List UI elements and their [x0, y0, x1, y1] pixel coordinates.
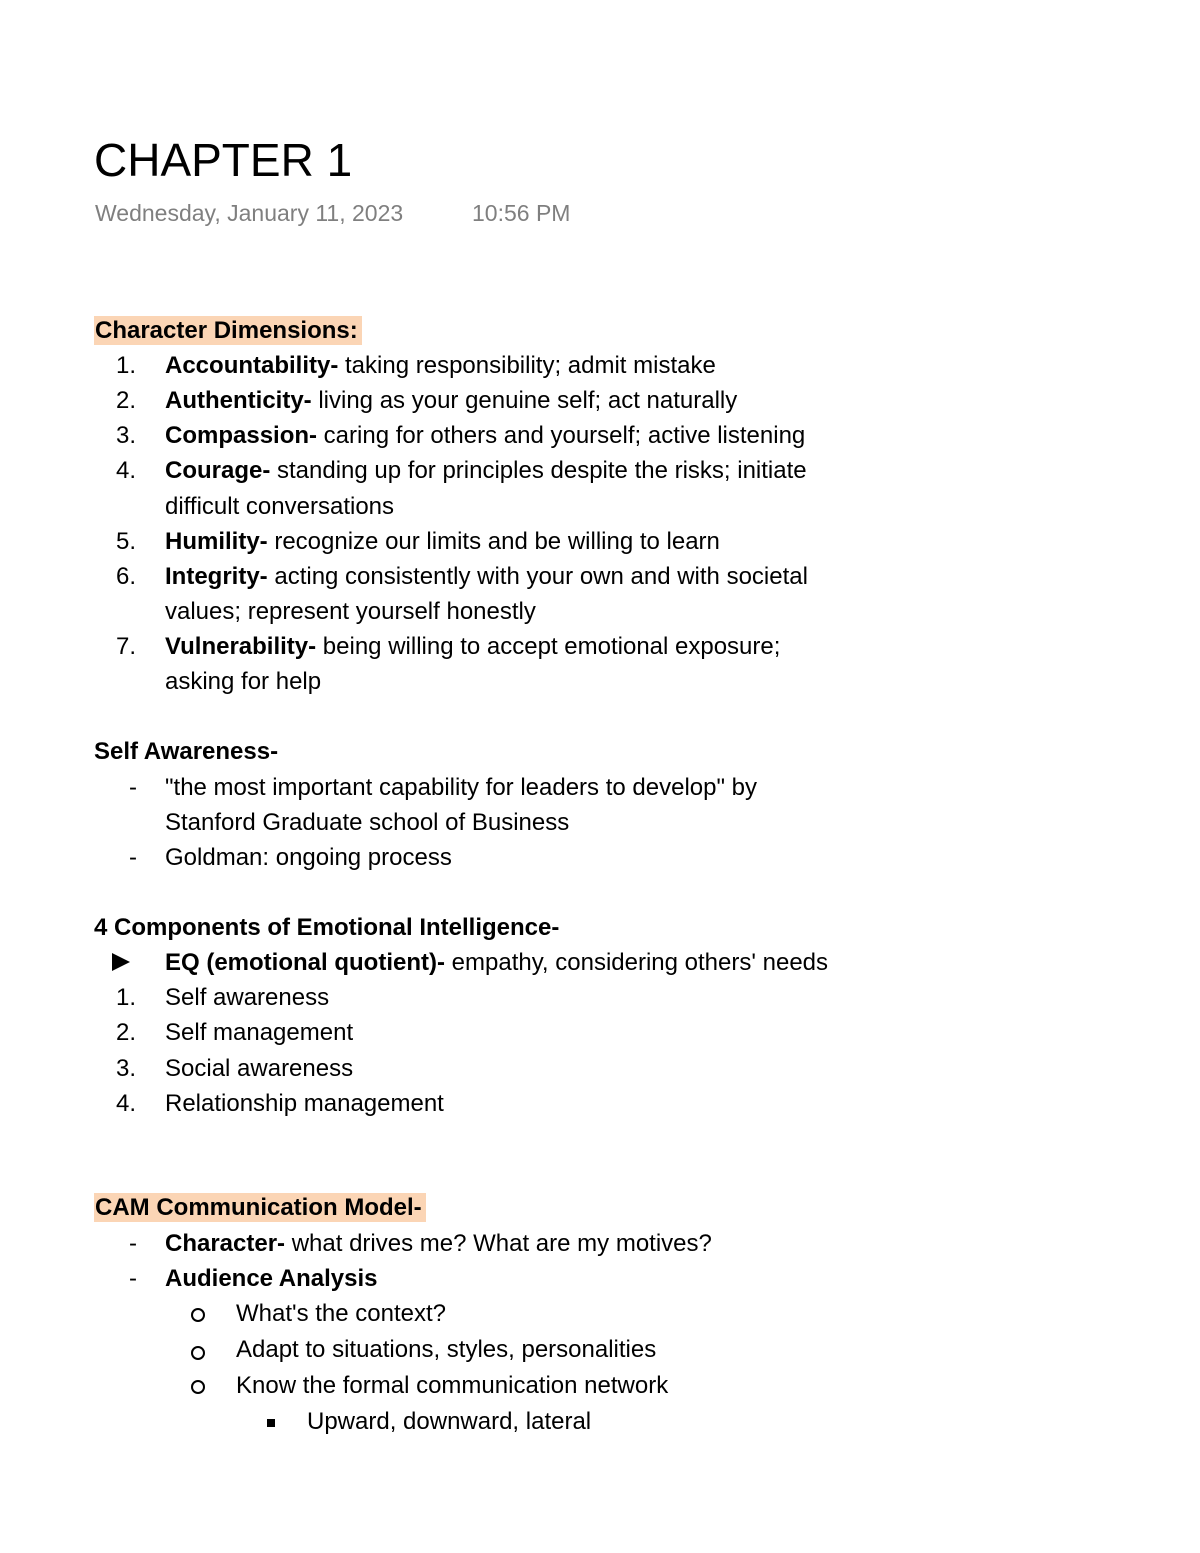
square-bullet-icon — [267, 1419, 275, 1427]
list-text: Social awareness — [165, 1055, 354, 1082]
list-number: 4. — [115, 457, 136, 484]
page-title: CHAPTER 1 — [94, 134, 353, 186]
list-text: What's the context? — [236, 1300, 447, 1327]
page-meta — [95, 198, 571, 228]
description-continued: difficult conversations — [165, 493, 395, 520]
description: recognize our limits and be willing to learn — [267, 528, 720, 555]
term: Authenticity- — [165, 387, 312, 414]
description-continued: asking for help — [165, 668, 322, 695]
list-number: 3. — [115, 422, 136, 449]
term: Humility- — [165, 528, 268, 555]
term: EQ (emotional quotient)- — [165, 949, 445, 976]
list-text: Goldman: ongoing process — [165, 844, 452, 871]
cam-model-heading-text: CAM Communication Model- — [94, 1193, 426, 1222]
cam-model-heading — [94, 1190, 426, 1225]
description: standing up for principles despite the risks; initiate — [270, 457, 807, 484]
emotional-intelligence-heading: 4 Components of Emotional Intelligence- — [94, 914, 560, 941]
list-text: Relationship management — [165, 1090, 444, 1117]
description: empathy, considering others' needs — [444, 949, 829, 976]
dash-bullet: - — [129, 844, 137, 871]
dash-bullet: - — [129, 1230, 137, 1257]
description: taking responsibility; admit mistake — [338, 352, 716, 379]
dash-bullet: - — [129, 774, 137, 801]
list-number: 7. — [115, 633, 136, 660]
description-continued: values; represent yourself honestly — [165, 598, 536, 625]
list-number: 4. — [115, 1090, 136, 1117]
description: living as your genuine self; act naturally — [311, 387, 738, 414]
list-text: "the most important capability for leaders to develop" by — [165, 774, 758, 801]
list-number: 2. — [115, 387, 136, 414]
term: Vulnerability- — [165, 633, 317, 660]
term: Courage- — [165, 457, 271, 484]
list-text: Adapt to situations, styles, personalities — [236, 1336, 657, 1363]
description: caring for others and yourself; active listening — [317, 422, 806, 449]
list-number: 2. — [115, 1019, 136, 1046]
list-number: 1. — [115, 352, 136, 379]
term: Audience Analysis — [165, 1265, 378, 1292]
list-text: Self management — [165, 1019, 354, 1046]
term: Compassion- — [165, 422, 318, 449]
list-text: Upward, downward, lateral — [307, 1408, 592, 1435]
character-dimensions-heading — [94, 313, 362, 348]
circle-bullet-icon — [191, 1380, 205, 1394]
description: being willing to accept emotional exposure; — [316, 633, 781, 660]
list-text: Know the formal communication network — [236, 1372, 669, 1399]
term: Accountability- — [165, 352, 339, 379]
self-awareness-heading: Self Awareness- — [94, 738, 279, 765]
page-date: Wednesday, January 11, 2023 — [95, 200, 404, 226]
circle-bullet-icon — [191, 1346, 205, 1360]
circle-bullet-icon — [191, 1308, 205, 1322]
list-text-continued: Stanford Graduate school of Business — [165, 809, 570, 836]
list-number: 3. — [115, 1055, 136, 1082]
list-text: Self awareness — [165, 984, 330, 1011]
page-time: 10:56 PM — [472, 200, 571, 226]
list-number: 5. — [115, 528, 136, 555]
description: what drives me? What are my motives? — [285, 1230, 712, 1257]
list-number: 6. — [115, 563, 136, 590]
character-dimensions-heading-text: Character Dimensions: — [94, 316, 362, 345]
term: Character- — [165, 1230, 286, 1257]
dash-bullet: - — [129, 1265, 137, 1292]
list-number: 1. — [115, 984, 136, 1011]
term: Integrity- — [165, 563, 268, 590]
arrow-bullet-icon — [112, 953, 130, 971]
description: acting consistently with your own and with societal — [267, 563, 808, 590]
